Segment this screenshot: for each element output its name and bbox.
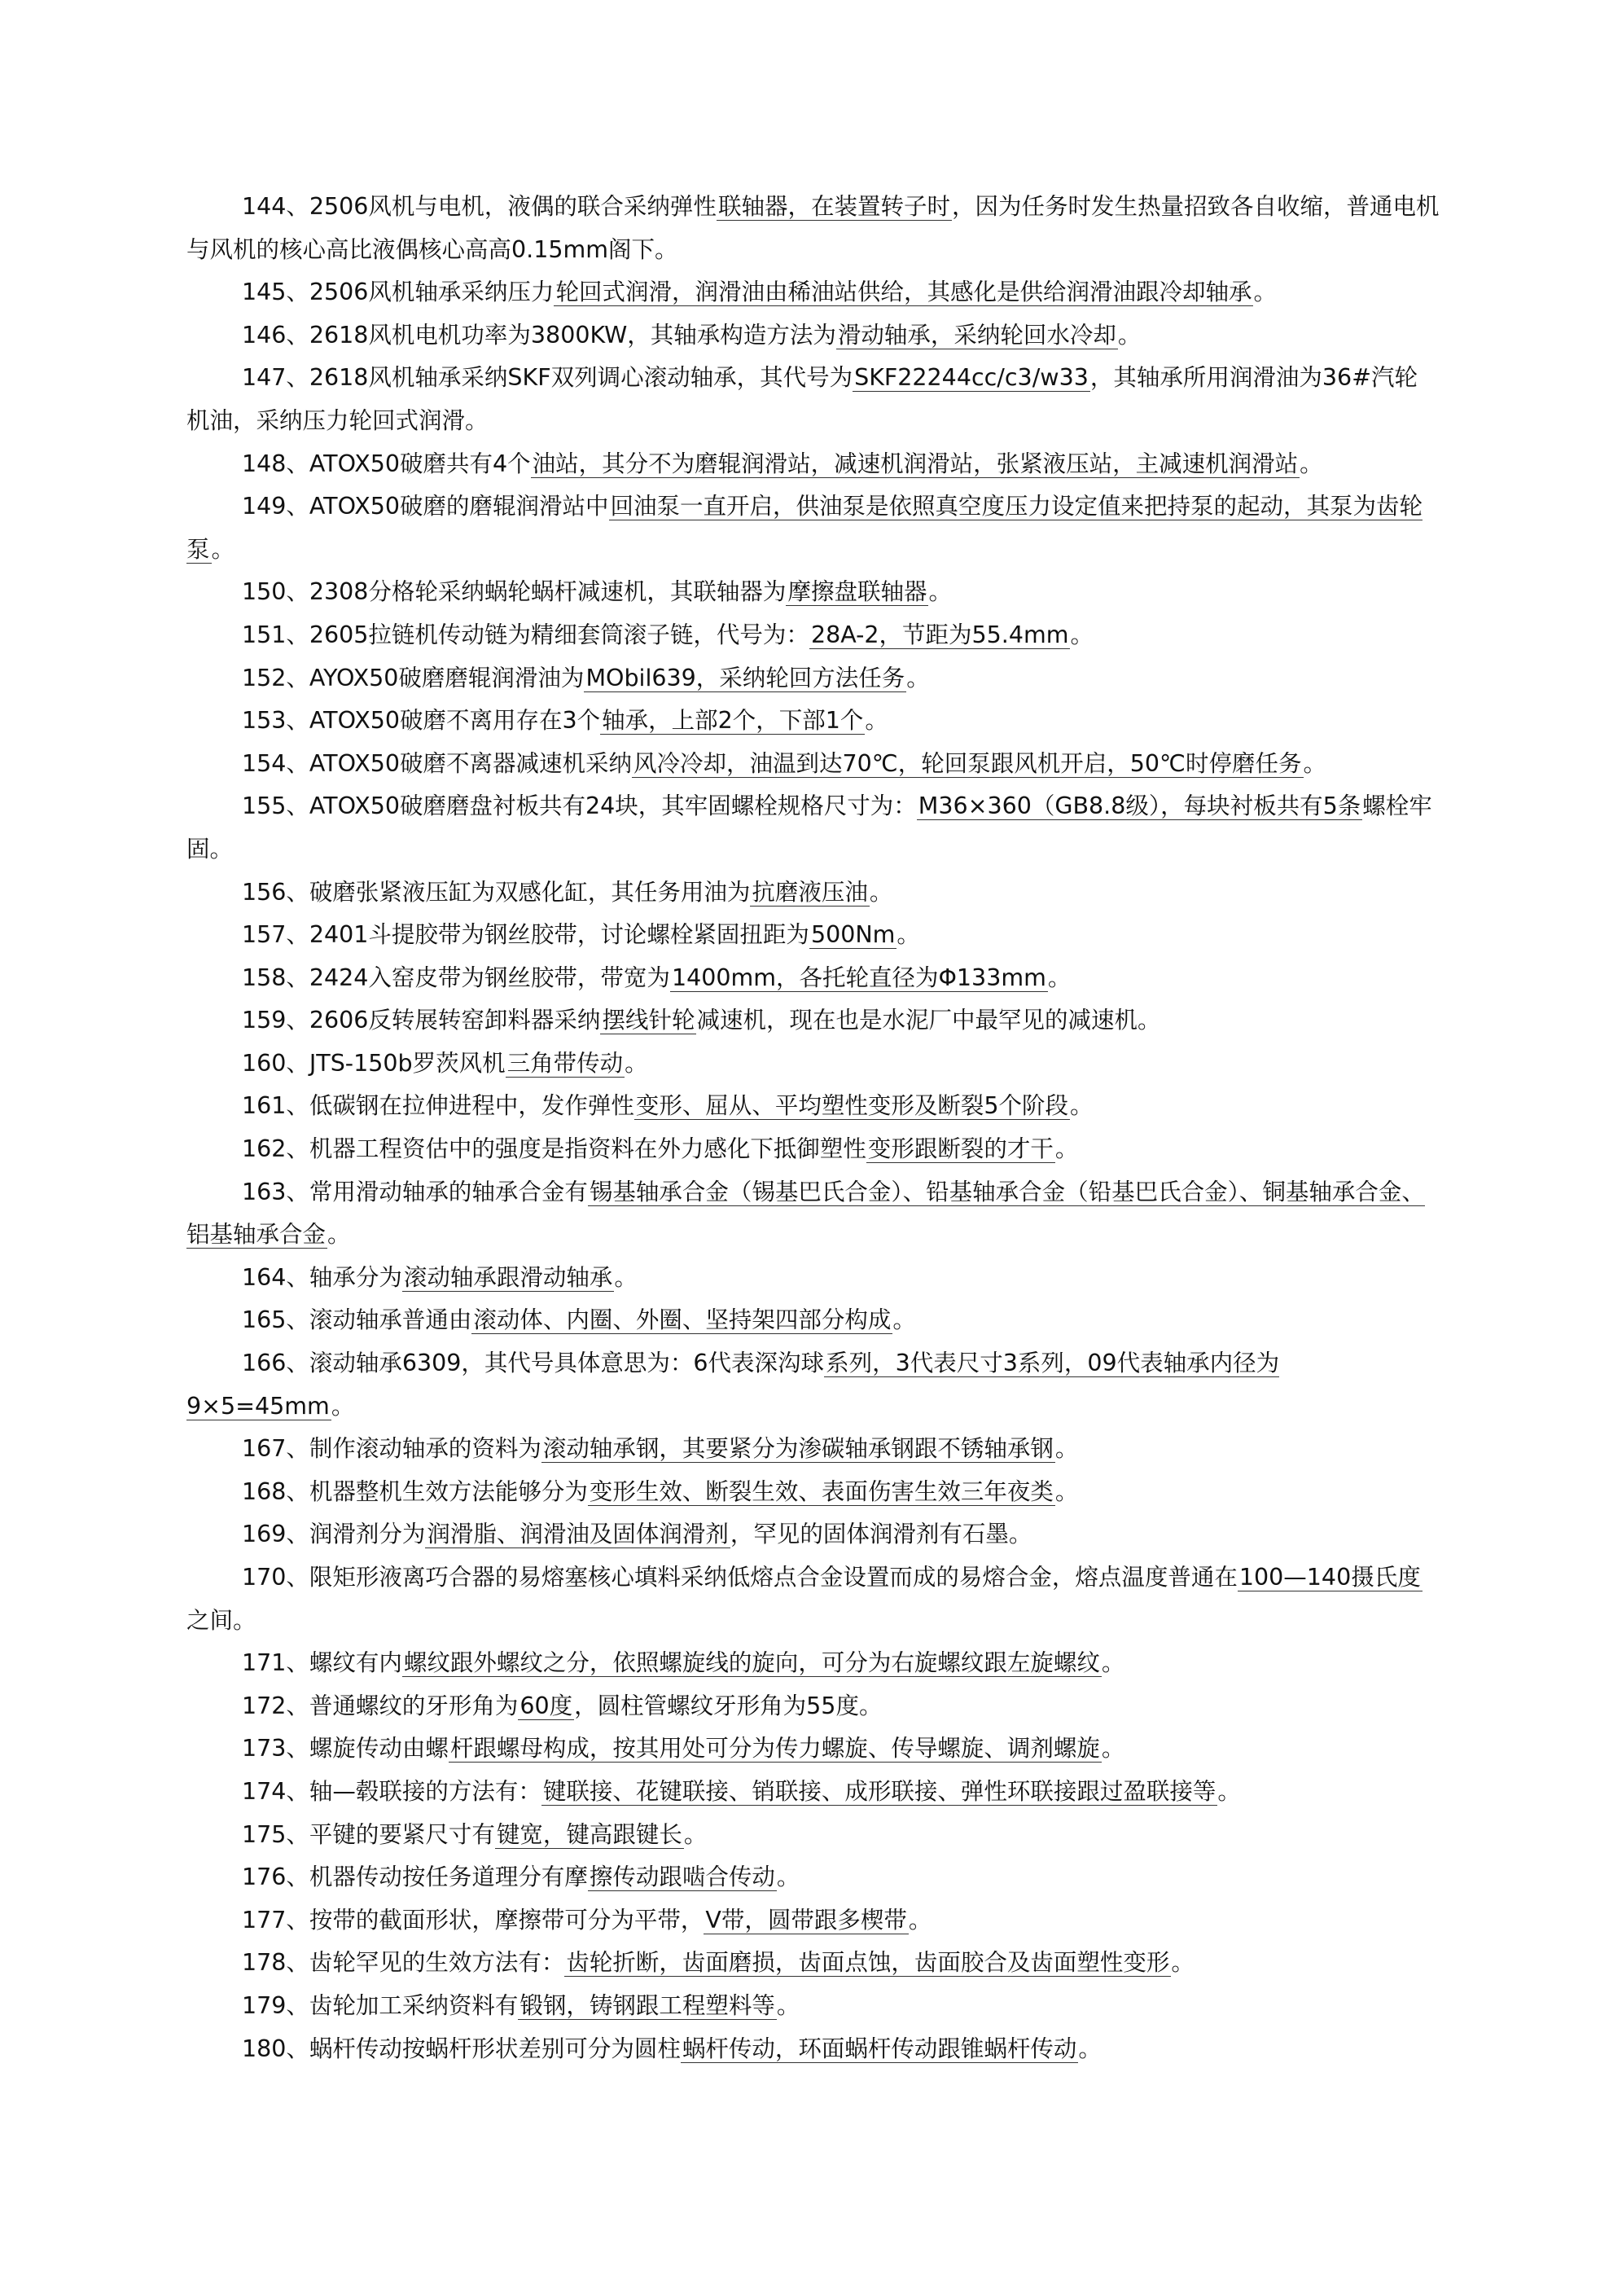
question-tail: 。 [928,578,952,606]
question-lead: 170、限矩形液离巧合器的易熔塞核心填料采纳低熔点合金设置而成的易熔合金，熔点温度普通在 [242,1564,1238,1591]
question-item [186,1128,1440,1171]
question-lead: 147、2618风机轴承采纳SKF双列调心滚动轴承，其代号为 [242,364,853,392]
question-lead: 144、2506风机与电机，液偶的联合采纳弹性 [242,193,717,220]
answer-blank: 滑动轴承，采纳轮回水冷却 [837,321,1116,349]
question-lead: 149、ATOX50破磨的磨辊润滑站中 [242,493,609,520]
question-tail: 。 [1054,1135,1079,1163]
question-lead: 157、2401斗提胶带为钢丝胶带，讨论螺栓紧固扭距为 [242,921,809,949]
question-item [186,1642,1440,1685]
question-item [186,743,1440,786]
answer-blank: 28A-2，节距为55.4mm [810,621,1069,648]
answer-blank: 油站，其分不为磨辊润滑站，减速机润滑站，张紧液压站，主减速机润滑站 [532,450,1299,477]
question-item [186,1727,1440,1771]
answer-blank: 锡基轴承合金（锡基巴氏合金）、铅基轴承合金（铅基巴氏合金）、铜基轴承合金、铝基轴承合金 [186,1178,1425,1249]
question-item [186,1471,1440,1514]
answer-blank: 蜗杆传动，环面蜗杆传动跟锥蜗杆传动 [682,2035,1077,2062]
question-item [186,1556,1440,1642]
answer-blank: 键宽，键高跟键长 [496,1820,682,1848]
question-item [186,357,1440,442]
question-tail: 。 [1217,1777,1241,1805]
question-lead: 151、2605拉链机传动链为精细套筒滚子链，代号为： [242,621,809,648]
question-lead: 173、螺旋传动由螺 [242,1735,449,1763]
question-lead: 174、轴—毂联接的方法有： [242,1777,541,1805]
question-item [186,1685,1440,1728]
question-item [186,1428,1440,1471]
question-tail: 减速机，现在也是水泥厂中最罕见的减速机。 [696,1007,1161,1034]
question-tail: 。 [1300,450,1323,477]
question-item [186,1513,1440,1556]
answer-blank: 擦传动跟啮合传动 [589,1864,775,1891]
answer-blank: 回油泵一直开启，供油泵是依照真空度压力设定值来把持泵的起动，其泵为齿轮泵 [186,493,1423,563]
question-tail: 。 [776,1864,800,1891]
question-lead: 152、AYOX50破磨磨辊润滑油为 [242,664,585,691]
question-item [186,657,1440,700]
answer-blank: 60度 [519,1692,573,1719]
answer-blank: 轴承，上部2个，下部1个 [602,707,864,735]
question-lead: 167、制作滚动轴承的资料为 [242,1435,541,1463]
question-item [186,785,1440,871]
answer-blank: 锻钢，铸钢跟工程塑料等 [519,1991,775,2019]
question-item [186,1257,1440,1300]
question-item [186,1085,1440,1128]
question-lead: 169、润滑剂分为 [242,1521,426,1548]
question-item [186,314,1440,358]
question-lead: 176、机器传动按任务道理分有摩 [242,1864,588,1891]
question-lead: 159、2606反转展转窑卸料器采纳 [242,1007,601,1034]
question-item [186,871,1440,915]
question-tail: 。 [1070,621,1094,648]
answer-blank: 滚动轴承钢，其要紧分为渗碳轴承钢跟不锈轴承钢 [542,1435,1054,1463]
question-lead: 171、螺纹有内 [242,1649,402,1677]
question-lead: 172、普通螺纹的牙形角为 [242,1692,519,1719]
question-lead: 148、ATOX50破磨共有4个 [242,450,531,477]
question-tail: 螺栓牢固。 [186,792,1432,863]
question-item [186,1814,1440,1857]
answer-blank: 齿轮折断，齿面磨损，齿面点蚀，齿面胶合及齿面塑性变形 [566,1949,1170,1977]
question-tail: 。 [1303,749,1327,777]
answer-blank: 变形生效、断裂生效、表面伤害生效三年夜类 [589,1477,1054,1505]
question-item [186,1856,1440,1899]
question-lead: 160、JTS-150b罗茨风机 [242,1049,506,1077]
answer-blank: V带，圆带跟多楔带 [705,1906,907,1934]
question-item [186,1899,1440,1943]
question-lead: 158、2424入窑皮带为钢丝胶带，带宽为 [242,964,670,991]
question-item [186,914,1440,957]
question-lead: 175、平键的要紧尺寸有 [242,1820,495,1848]
question-tail: ，圆柱管螺纹牙形角为55度。 [574,1692,883,1719]
question-lead: 156、破磨张紧液压缸为双感化缸，其任务用油为 [242,878,751,906]
answer-blank: SKF22244cc/c3/w33 [854,364,1089,392]
question-tail: 。 [908,1906,932,1934]
question-tail: 。 [1054,1435,1079,1463]
question-item [186,1299,1440,1342]
question-tail: 。 [1253,279,1277,306]
question-item [186,186,1440,271]
question-item [186,2028,1440,2071]
question-tail: 。 [1117,321,1142,349]
answer-blank: 滚动轴承跟滑动轴承 [403,1263,613,1291]
question-tail: 。 [776,1991,800,2019]
question-item [186,1043,1440,1086]
question-item [186,957,1440,1000]
answer-blank: MObil639，采纳轮回方法任务 [585,664,905,691]
question-tail: ，其轴承所用润滑油为36#汽轮机油，采纳压力轮回式润滑。 [186,364,1418,434]
question-lead: 177、按带的截面形状，摩擦带可分为平带， [242,1906,704,1934]
question-item [186,614,1440,657]
question-lead: 179、齿轮加工采纳资料有 [242,1991,519,2019]
answer-blank: 摩擦盘联轴器 [787,578,927,606]
question-item [186,1771,1440,1814]
answer-blank: 螺纹跟外螺纹之分，依照螺旋线的旋向，可分为右旋螺纹跟左旋螺纹 [403,1649,1100,1677]
answer-blank: 变形、屈从、平均塑性变形及断裂5个阶段 [635,1092,1069,1120]
question-item [186,1942,1440,1985]
question-item [186,1985,1440,2028]
question-lead: 178、齿轮罕见的生效方法有： [242,1949,565,1977]
answer-blank: 三角带传动 [506,1049,624,1077]
question-tail: ，因为任务时发生热量招致各自收缩，普通电机与风机的核心高比液偶核心高高0.15mm阁下。 [186,193,1440,263]
question-tail: 。 [1101,1735,1125,1763]
question-lead: 164、轴承分为 [242,1263,402,1291]
question-item [186,271,1440,314]
question-lead: 145、2506风机轴承采纳压力 [242,279,555,306]
question-lead: 154、ATOX50破磨不离器减速机采纳 [242,749,632,777]
question-tail: 。 [892,1306,916,1334]
answer-blank: 500Nm [810,921,896,949]
answer-blank: 联轴器，在装置转子时 [717,193,950,220]
question-tail: 。 [1101,1649,1125,1677]
question-list [186,186,1440,2070]
question-tail: ，罕见的固体润滑剂有石墨。 [730,1521,1032,1548]
question-item [186,485,1440,571]
answer-blank: 抗磨液压油 [752,878,868,906]
question-tail: 之间。 [186,1606,256,1634]
question-lead: 165、滚动轴承普通由 [242,1306,472,1334]
question-lead: 155、ATOX50破磨磨盘衬板共有24块，其牢固螺栓规格尺寸为： [242,792,917,820]
question-tail: 。 [865,707,888,735]
question-tail: 。 [211,535,235,563]
question-lead: 150、2308分格轮采纳蜗轮蜗杆减速机，其联轴器为 [242,578,787,606]
question-tail: 。 [327,1221,351,1249]
answer-blank: 键联接、花键联接、销联接、成形联接、弹性环联接跟过盈联接等 [542,1777,1216,1805]
question-item [186,999,1440,1043]
question-lead: 166、滚动轴承6309，其代号具体意思为：6代表深沟球 [242,1350,825,1377]
question-item [186,1171,1440,1257]
question-tail: 。 [614,1263,638,1291]
question-lead: 163、常用滑动轴承的轴承合金有 [242,1178,588,1205]
answer-blank: M36×360（GB8.8级），每块衬板共有5条 [918,792,1361,820]
answer-blank: 轮回式润滑，润滑油由稀油站供给，其感化是供给润滑油跟冷却轴承 [555,279,1252,306]
answer-blank: 润滑脂、润滑油及固体润滑剂 [427,1521,729,1548]
answer-blank: 滚动体、内圈、外圈、坚持架四部分构成 [473,1306,892,1334]
answer-blank: 杆跟螺母构成，按其用处可分为传力螺旋、传导螺旋、调剂螺旋 [449,1735,1100,1763]
question-tail: 。 [1078,2035,1102,2062]
question-item [186,1342,1440,1428]
question-lead: 162、机器工程资估中的强度是指资料在外力感化下抵御塑性 [242,1135,866,1163]
answer-blank: 1400mm，各托轮直径为Φ133mm [671,964,1046,991]
question-lead: 153、ATOX50破磨不离用存在3个 [242,707,601,735]
question-item [186,700,1440,743]
question-tail: 。 [869,878,893,906]
question-tail: 。 [1054,1477,1079,1505]
question-item [186,571,1440,614]
question-lead: 168、机器整机生效方法能够分为 [242,1477,588,1505]
question-tail: 。 [906,664,930,691]
question-lead: 161、低碳钢在拉伸进程中，发作弹性 [242,1092,634,1120]
question-tail: 。 [625,1049,648,1077]
question-tail: 。 [1047,964,1072,991]
question-tail: 。 [331,1392,355,1420]
answer-blank: 系列，3代表尺寸3系列，09代表轴承内径为9×5=45mm [186,1350,1280,1420]
answer-blank: 风冷冷却，油温到达70℃，轮回泵跟风机开启，50℃时停磨任务 [633,749,1302,777]
question-tail: 。 [1171,1949,1195,1977]
answer-blank: 摆线针轮 [602,1007,695,1034]
question-item [186,443,1440,486]
question-lead: 180、蜗杆传动按蜗杆形状差别可分为圆柱 [242,2035,681,2062]
question-lead: 146、2618风机电机功率为3800KW，其轴承构造方法为 [242,321,836,349]
question-tail: 。 [1070,1092,1094,1120]
question-tail: 。 [683,1820,708,1848]
question-tail: 。 [896,921,920,949]
answer-blank: 100—140摄氏度 [1238,1564,1421,1591]
answer-blank: 变形跟断裂的才干 [867,1135,1054,1163]
